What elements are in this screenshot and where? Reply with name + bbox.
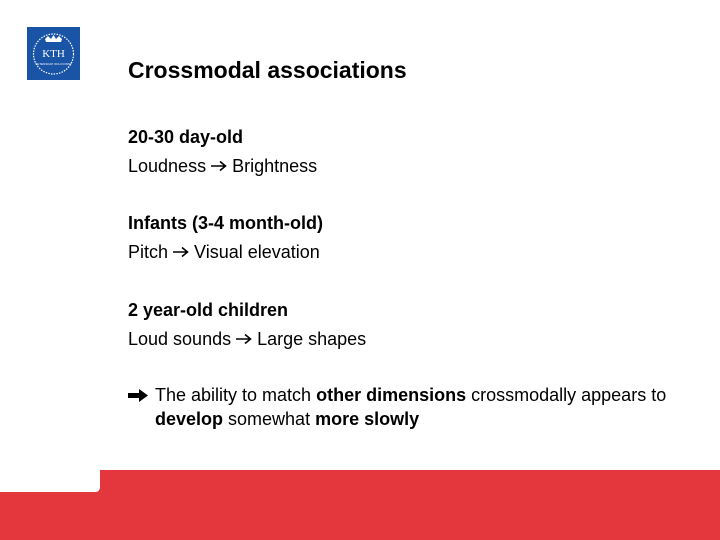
kth-logo [27, 27, 80, 80]
conclusion [128, 383, 668, 431]
association-row [128, 238, 323, 267]
section-heading: Infants (3-4 month-old) [128, 213, 323, 233]
section-heading: 2 year-old children [128, 300, 289, 320]
association-from: Loudness [128, 156, 207, 176]
association-to: Brightness [232, 156, 318, 176]
kth-logo-icon [27, 27, 80, 80]
association-row [128, 325, 366, 354]
logo-subtext: VETENSKAP OCH KONST [35, 62, 72, 66]
bold-right-arrow-icon [128, 389, 148, 402]
conclusion-part: The ability to match [155, 385, 317, 405]
association-to: Large shapes [257, 329, 367, 349]
section-heading: 20-30 day-old [128, 127, 244, 147]
conclusion-text [155, 383, 668, 431]
association-from: Pitch [128, 242, 169, 262]
logo-text: KTH [42, 48, 65, 60]
section-infants [128, 209, 323, 267]
section-children [128, 296, 366, 354]
slide-title: Crossmodal associations [128, 57, 407, 83]
right-arrow-icon [172, 246, 190, 258]
conclusion-emphasis: develop [155, 409, 224, 429]
section-newborn [128, 123, 317, 181]
footer-band [0, 470, 720, 540]
conclusion-emphasis: other dimensions [316, 385, 467, 405]
association-to: Visual elevation [194, 242, 320, 262]
conclusion-part: crossmodally appears to [466, 385, 667, 405]
association-row [128, 152, 317, 181]
right-arrow-icon [210, 160, 228, 172]
association-from: Loud sounds [128, 329, 232, 349]
right-arrow-icon [235, 333, 253, 345]
conclusion-part: somewhat [223, 409, 316, 429]
conclusion-emphasis: more slowly [315, 409, 420, 429]
